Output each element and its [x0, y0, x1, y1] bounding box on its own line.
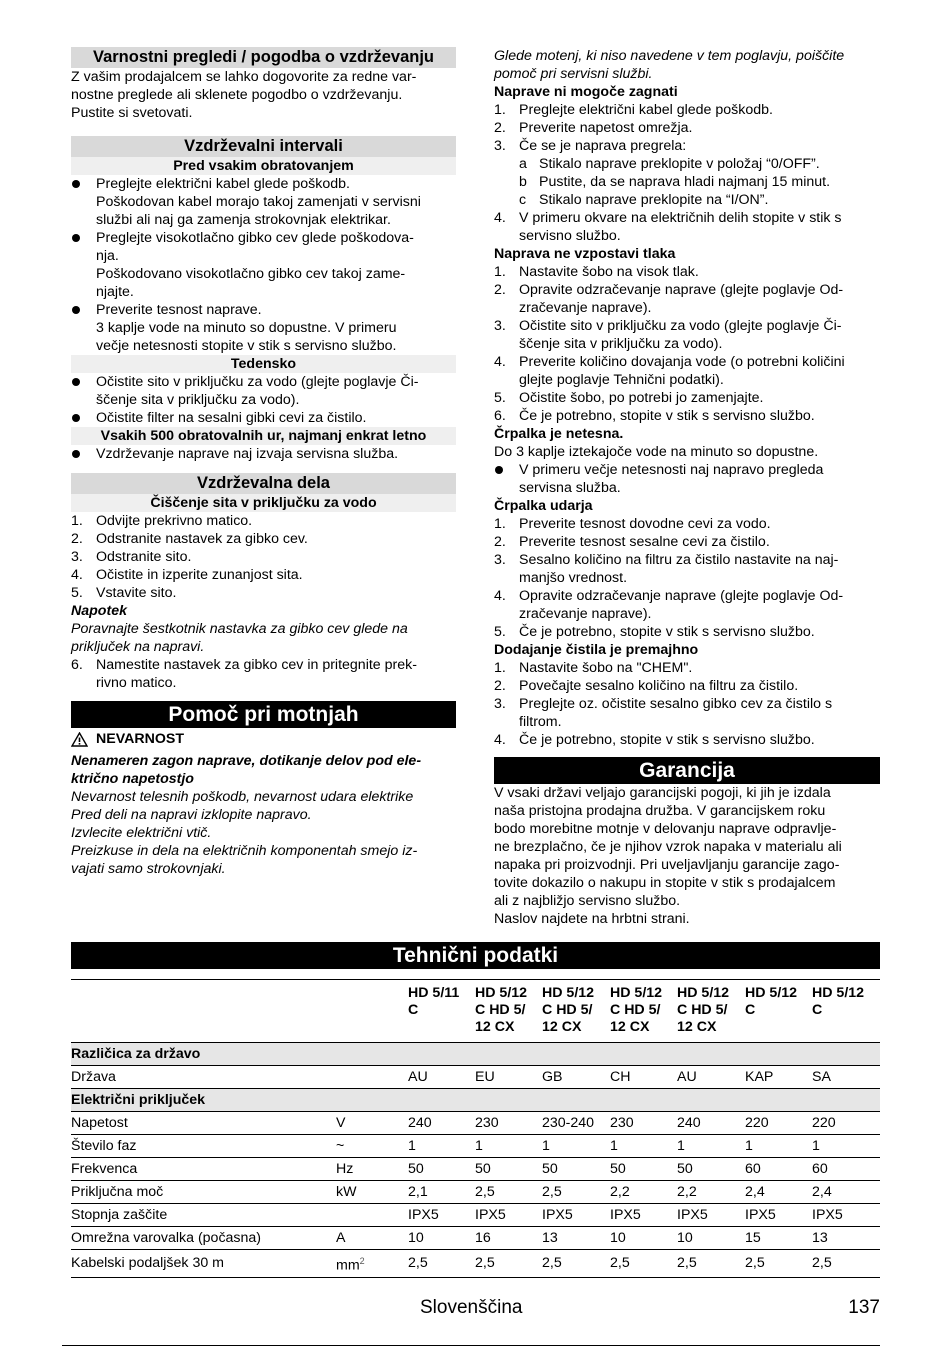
step-item: 3. Očistite sito v priključku za vodo (glejte poglavje Či- ščenje sita v priključku za vodo).: [494, 317, 880, 353]
fault-heading: Črpalka je netesna.: [494, 426, 624, 442]
text-line: nostne preglede ali sklenete pogodbo o vzdrževanju.: [71, 87, 403, 103]
warning-triangle-icon: [71, 732, 88, 747]
subheading-500-hours: Vsakih 500 obratovalnih ur, najmanj enkrat letno: [71, 427, 456, 445]
left-column: [71, 47, 456, 878]
table-cell: 1: [610, 1135, 677, 1158]
row-unit: A: [336, 1227, 408, 1250]
step-item: 3. Sesalno količino na filtru za čistilo nastavite na naj- manjšo vrednost.: [494, 551, 880, 587]
step-item: 2. Preverite tesnost sesalne cevi za čistilo.: [494, 533, 880, 551]
section-heading-intervals: Vzdrževalni intervali: [71, 136, 456, 157]
text-line: Preglejte električni kabel glede poškodb.: [96, 176, 350, 192]
model-header: HD 5/12 C HD 5/ 12 CX: [475, 980, 542, 1043]
table-group-row: [71, 1043, 880, 1066]
model-header: HD 5/11 C: [408, 980, 475, 1043]
table-row: [71, 1066, 880, 1089]
bullet-icon: [72, 180, 80, 188]
table-cell: GB: [542, 1066, 610, 1089]
table-cell: 2,5: [610, 1250, 677, 1278]
table-cell: 230: [475, 1112, 542, 1135]
table-cell: 2,5: [542, 1181, 610, 1204]
warning-text: Pred deli na napravi izklopite napravo.: [71, 806, 312, 823]
table-cell: SA: [812, 1066, 880, 1089]
table-cell: 2,2: [677, 1181, 745, 1204]
note-text: Poravnajte šestkotnik nastavka za gibko cev glede na: [71, 621, 408, 637]
fault-list-no-start: [494, 101, 880, 155]
intro-text: Glede motenj, ki niso navedene v tem poglavju, poiščite: [494, 48, 845, 64]
text-line: Vzdrževanje naprave naj izvaja servisna služba.: [96, 446, 399, 462]
table-cell: IPX5: [610, 1204, 677, 1227]
text-line: manjšo vrednost.: [519, 570, 628, 586]
group-label: Različica za državo: [71, 1043, 880, 1066]
text-line: Preglejte električni kabel glede poškodb.: [519, 102, 773, 118]
model-header: HD 5/12 C HD 5/ 12 CX: [677, 980, 745, 1043]
table-cell: IPX5: [542, 1204, 610, 1227]
table-cell: KAP: [745, 1066, 812, 1089]
text-line: glejte poglavje Tehnični podatki).: [519, 372, 724, 388]
row-label: Število faz: [71, 1135, 336, 1158]
text-line: Preverite tesnost dovodne cevi za vodo.: [519, 516, 771, 532]
text-line: napaka pri proizvodnji. Pri uveljavljanju garancije zago-: [494, 857, 840, 873]
danger-text: NEVARNOST: [96, 731, 185, 747]
table-cell: 13: [542, 1227, 610, 1250]
step-item: 5. Očistite šobo, po potrebi jo zamenjajte.: [494, 389, 880, 407]
text-line: servisna služba.: [519, 480, 621, 496]
step-item: 5. Vstavite sito.: [71, 585, 177, 601]
table-row: [71, 1250, 880, 1278]
note-label: Napotek: [71, 603, 127, 619]
row-label: Omrežna varovalka (počasna): [71, 1227, 336, 1250]
fault-heading: Črpalka udarja: [494, 498, 593, 514]
step-item: 1. Nastavite šobo na "CHEM".: [494, 659, 880, 677]
warning-text: vajati samo strokovnjaki.: [71, 860, 226, 877]
text-line: Opravite odzračevanje naprave (glejte poglavje Od-: [519, 588, 844, 604]
table-cell: 60: [745, 1158, 812, 1181]
table-cell: 16: [475, 1227, 542, 1250]
text-line: servisno službo.: [519, 228, 621, 244]
technical-data-table: [71, 979, 880, 1278]
text-line: Namestite nastavek za gibko cev in pritegnite prek-: [96, 657, 417, 673]
row-unit: [336, 1066, 408, 1089]
text-line: ščenje sita v priključku za vodo).: [96, 392, 300, 408]
table-cell: 50: [408, 1158, 475, 1181]
bullet-item: [71, 229, 456, 301]
text-line: zračevanje naprave).: [519, 606, 652, 622]
text-line: Če je potrebno, stopite v stik s servisno službo.: [519, 408, 815, 424]
row-unit: $mm^2$: [336, 1250, 408, 1278]
table-row: [71, 1227, 880, 1250]
table-cell: 50: [475, 1158, 542, 1181]
bullet-item: [71, 445, 456, 463]
text-line: Preverite tesnost sesalne cevi za čistilo.: [519, 534, 770, 550]
step-item: 1. Preverite tesnost dovodne cevi za vodo.: [494, 515, 880, 533]
text-line: Preglejte visokotlačno gibko cev glede poškodova-: [96, 230, 414, 246]
footer-rule: [62, 1345, 880, 1346]
page-number: 137: [848, 1297, 880, 1318]
text-line: Povečajte sesalno količino na filtru za čistilo.: [519, 678, 799, 694]
step-item: 1. Odvijte prekrivno matico.: [71, 513, 253, 529]
danger-label: [71, 730, 184, 748]
step-item: 1. Nastavite šobo na visok tlak.: [494, 263, 880, 281]
table-cell: IPX5: [475, 1204, 542, 1227]
text-line: V vsaki državi veljajo garancijski pogoji, ki jih je izdala: [494, 785, 831, 801]
row-label: Priključna moč: [71, 1181, 336, 1204]
step-item: 2. Odstranite nastavek za gibko cev.: [71, 531, 308, 547]
table-row: [71, 1181, 880, 1204]
bullet-icon: [72, 378, 80, 386]
table-cell: 230-240: [542, 1112, 610, 1135]
table-cell: 2,4: [745, 1181, 812, 1204]
table-cell: 13: [812, 1227, 880, 1250]
text-line: Očistite šobo, po potrebi jo zamenjajte.: [519, 390, 764, 406]
text-line: Očistite sito v priključku za vodo (glejte poglavje Či-: [519, 318, 842, 334]
warning-text: Preizkuse in dela na električnih komponentah smejo iz-: [71, 842, 418, 859]
text-line: Nastavite šobo na visok tlak.: [519, 264, 699, 280]
fault-heading: Naprave ni mogoče zagnati: [494, 84, 678, 100]
text-line: Naslov najdete na hrbtni strani.: [494, 911, 690, 927]
technical-data-section: [71, 942, 880, 1278]
text-line: Preverite napetost omrežja.: [519, 120, 693, 136]
section-heading-troubleshooting: Pomoč pri motnjah: [71, 701, 456, 728]
subheading-sieve-cleaning: Čiščenje sita v priključku za vodo: [71, 494, 456, 512]
text-line: Preverite količino dovajanja vode (o potrebni količini: [519, 354, 845, 370]
bullet-item: [71, 409, 456, 427]
step-item: 2. Preverite napetost omrežja.: [494, 119, 880, 137]
text-line: Poškodovano visokotlačno gibko cev takoj zame-: [96, 266, 406, 282]
bullet-item: [71, 373, 456, 409]
subheading-weekly: Tedensko: [71, 355, 456, 373]
text-line: tovite dokazilo o nakupu in stopite v stik s prodajalcem: [494, 875, 836, 891]
text-line: Z vašim prodajalcem se lahko dogovorite za redne var-: [71, 69, 417, 85]
table-cell: 10: [677, 1227, 745, 1250]
row-unit: Hz: [336, 1158, 408, 1181]
table-cell: 50: [610, 1158, 677, 1181]
fault-heading: Dodajanje čistila je premajhno: [494, 642, 699, 658]
step-item: 3. Preglejte oz. očistite sesalno gibko cev za čistilo s filtrom.: [494, 695, 880, 731]
table-header-row: [71, 980, 880, 1043]
sub-step-item: b Pustite, da se naprava hladi najmanj 15 minut.: [519, 174, 831, 190]
table-cell: 2,5: [542, 1250, 610, 1278]
text-line: V primeru večje netesnosti naj napravo pregleda: [519, 462, 824, 478]
table-cell: 2,5: [812, 1250, 880, 1278]
note-text: priključek na napravi.: [71, 639, 205, 655]
text-line: filtrom.: [519, 714, 562, 730]
fault-list-pump-knocking: [494, 515, 880, 641]
bullet-icon: [72, 414, 80, 422]
text-line: službi ali naj ga zamenja strokovnjak elektrikar.: [96, 212, 391, 228]
step-item: 2. Povečajte sesalno količino na filtru za čistilo.: [494, 677, 880, 695]
table-cell: 2,5: [745, 1250, 812, 1278]
bullet-item: [494, 461, 880, 497]
row-label: Kabelski podaljšek 30 m: [71, 1250, 336, 1278]
text-line: V primeru okvare na električnih delih stopite v stik s: [519, 210, 842, 226]
fault-list-detergent: [494, 659, 880, 749]
sub-step-item: a Stikalo naprave preklopite v položaj “0/OFF”.: [519, 156, 820, 172]
row-unit: kW: [336, 1181, 408, 1204]
table-cell: 2,5: [408, 1250, 475, 1278]
table-cell: 1: [812, 1135, 880, 1158]
text-line: bodo morebitne motnje v delovanju naprave odpravlje-: [494, 821, 837, 837]
section-heading-guarantee: Garancija: [494, 757, 880, 784]
bullet-icon: [72, 306, 80, 314]
section-heading-maintenance-work: Vzdrževalna dela: [71, 473, 456, 494]
step-item: 3. Odstranite sito.: [71, 549, 192, 565]
table-cell: 50: [542, 1158, 610, 1181]
row-unit: [336, 1204, 408, 1227]
table-cell: 10: [610, 1227, 677, 1250]
table-cell: 220: [812, 1112, 880, 1135]
table-cell: 230: [610, 1112, 677, 1135]
step-item: 4. V primeru okvare na električnih delih stopite v stik s servisno službo.: [494, 209, 880, 245]
text-line: Preglejte oz. očistite sesalno gibko cev za čistilo s: [519, 696, 833, 712]
step-item: 6. Namestite nastavek za gibko cev in pritegnite prek- rivno matico.: [71, 656, 456, 692]
table-cell: IPX5: [745, 1204, 812, 1227]
table-cell: 1: [745, 1135, 812, 1158]
table-cell: IPX5: [677, 1204, 745, 1227]
text-line: Pustite si svetovati.: [71, 105, 193, 121]
text-line: nja.: [96, 248, 119, 264]
fault-heading: Naprava ne vzpostavi tlaka: [494, 246, 676, 262]
text-line: 3 kaplje vode na minuto so dopustne. V primeru: [96, 320, 397, 336]
text-line: ali z najbližjo servisno službo.: [494, 893, 681, 909]
text-line: Preverite tesnost naprave.: [96, 302, 262, 318]
model-header: HD 5/12 C: [812, 980, 880, 1043]
table-cell: IPX5: [408, 1204, 475, 1227]
table-cell: 1: [475, 1135, 542, 1158]
row-label: Frekvenca: [71, 1158, 336, 1181]
table-cell: 2,1: [408, 1181, 475, 1204]
warning-text: Izvlecite električni vtič.: [71, 824, 212, 841]
table-cell: 1: [677, 1135, 745, 1158]
step-item: 4. Če je potrebno, stopite v stik s servisno službo.: [494, 731, 880, 749]
row-unit: V: [336, 1112, 408, 1135]
step-item: 4. Preverite količino dovajanja vode (o potrebni količini glejte poglavje Tehnični podatki).: [494, 353, 880, 389]
model-header: HD 5/12 C HD 5/ 12 CX: [610, 980, 677, 1043]
safety-text: [71, 68, 456, 122]
bullet-item: [71, 301, 456, 355]
table-cell: CH: [610, 1066, 677, 1089]
intro-text: pomoč pri servisni službi.: [494, 66, 653, 82]
text-line: ne brezplačno, če je njihov vzrok napaka v materialu ali: [494, 839, 842, 855]
table-cell: 220: [745, 1112, 812, 1135]
row-label: Država: [71, 1066, 336, 1089]
footer-language: Slovenščina: [420, 1297, 523, 1318]
fault-list-no-pressure: [494, 263, 880, 425]
text-line: Poškodovan kabel morajo takoj zamenjati v servisni: [96, 194, 421, 210]
subheading-before-operation: Pred vsakim obratovanjem: [71, 157, 456, 175]
guarantee-text: [494, 784, 880, 928]
table-cell: 10: [408, 1227, 475, 1250]
table-cell: 1: [542, 1135, 610, 1158]
row-label: Stopnja zaščite: [71, 1204, 336, 1227]
model-header: HD 5/12 C: [745, 980, 812, 1043]
step-item: 3. Če se je naprava pregrela:: [494, 137, 880, 155]
step-item: 1. Preglejte električni kabel glede poškodb.: [494, 101, 880, 119]
text-line: Če je potrebno, stopite v stik s servisno službo.: [519, 732, 815, 748]
text-line: Očistite sito v priključku za vodo (glejte poglavje Či-: [96, 374, 419, 390]
text-line: Opravite odzračevanje naprave (glejte poglavje Od-: [519, 282, 844, 298]
text-line: Do 3 kaplje iztekajoče vode na minuto so dopustne.: [494, 444, 819, 460]
table-cell: AU: [677, 1066, 745, 1089]
table-cell: 2,5: [475, 1181, 542, 1204]
step-item: 4. Opravite odzračevanje naprave (glejte poglavje Od- zračevanje naprave).: [494, 587, 880, 623]
table-cell: 60: [812, 1158, 880, 1181]
text-line: zračevanje naprave).: [519, 300, 652, 316]
table-cell: 2,5: [677, 1250, 745, 1278]
table-cell: 2,2: [610, 1181, 677, 1204]
text-line: rivno matico.: [96, 675, 177, 691]
table-cell: 2,5: [475, 1250, 542, 1278]
table-cell: 50: [677, 1158, 745, 1181]
text-line: njajte.: [96, 284, 134, 300]
text-line: večje netesnosti stopite v stik s servisno službo.: [96, 338, 397, 354]
text-line: Nastavite šobo na "CHEM".: [519, 660, 693, 676]
bullet-icon: [72, 450, 80, 458]
section-heading-technical-data: Tehnični podatki: [71, 942, 880, 969]
table-cell: EU: [475, 1066, 542, 1089]
group-label: Električni priključek: [71, 1089, 880, 1112]
bullet-icon: [495, 466, 503, 474]
table-row: [71, 1135, 880, 1158]
text-line: Očistite filter na sesalni gibki cevi za čistilo.: [96, 410, 367, 426]
section-heading-safety: Varnostni pregledi / pogodba o vzdrževanju: [71, 47, 456, 68]
table-cell: 1: [408, 1135, 475, 1158]
table-row: [71, 1204, 880, 1227]
text-line: ščenje sita v priključku za vodo).: [519, 336, 723, 352]
step-item: 5. Če je potrebno, stopite v stik s servisno službo.: [494, 623, 880, 641]
table-cell: AU: [408, 1066, 475, 1089]
table-group-row: [71, 1089, 880, 1112]
bullet-item: [71, 175, 456, 229]
row-label: Napetost: [71, 1112, 336, 1135]
step-item: 4. Očistite in izperite zunanjost sita.: [71, 567, 303, 583]
warning-title: Nenameren zagon naprave, dotikanje delov pod ele-: [71, 752, 422, 769]
step-item: 6. Če je potrebno, stopite v stik s servisno službo.: [494, 407, 880, 425]
right-column: [494, 47, 880, 928]
table-row: [71, 1158, 880, 1181]
table-cell: 2,4: [812, 1181, 880, 1204]
table-cell: IPX5: [812, 1204, 880, 1227]
model-header: HD 5/12 C HD 5/ 12 CX: [542, 980, 610, 1043]
text-line: naša pristojna prodajna družba. V garancijskem roku: [494, 803, 826, 819]
warning-text: Nevarnost telesnih poškodb, nevarnost udara elektrike: [71, 788, 414, 805]
table-cell: 15: [745, 1227, 812, 1250]
row-unit: ~: [336, 1135, 408, 1158]
sub-step-item: c Stikalo naprave preklopite na “I/ON”.: [519, 192, 769, 208]
text-line: Če se je naprava pregrela:: [519, 138, 687, 154]
text-line: Če je potrebno, stopite v stik s servisno službo.: [519, 624, 815, 640]
step-item: 2. Opravite odzračevanje naprave (glejte poglavje Od- zračevanje naprave).: [494, 281, 880, 317]
text-line: Sesalno količino na filtru za čistilo nastavite na naj-: [519, 552, 839, 568]
warning-title: ktrično napetostjo: [71, 770, 194, 787]
table-row: [71, 1112, 880, 1135]
table-cell: 240: [677, 1112, 745, 1135]
bullet-icon: [72, 234, 80, 242]
table-cell: 240: [408, 1112, 475, 1135]
